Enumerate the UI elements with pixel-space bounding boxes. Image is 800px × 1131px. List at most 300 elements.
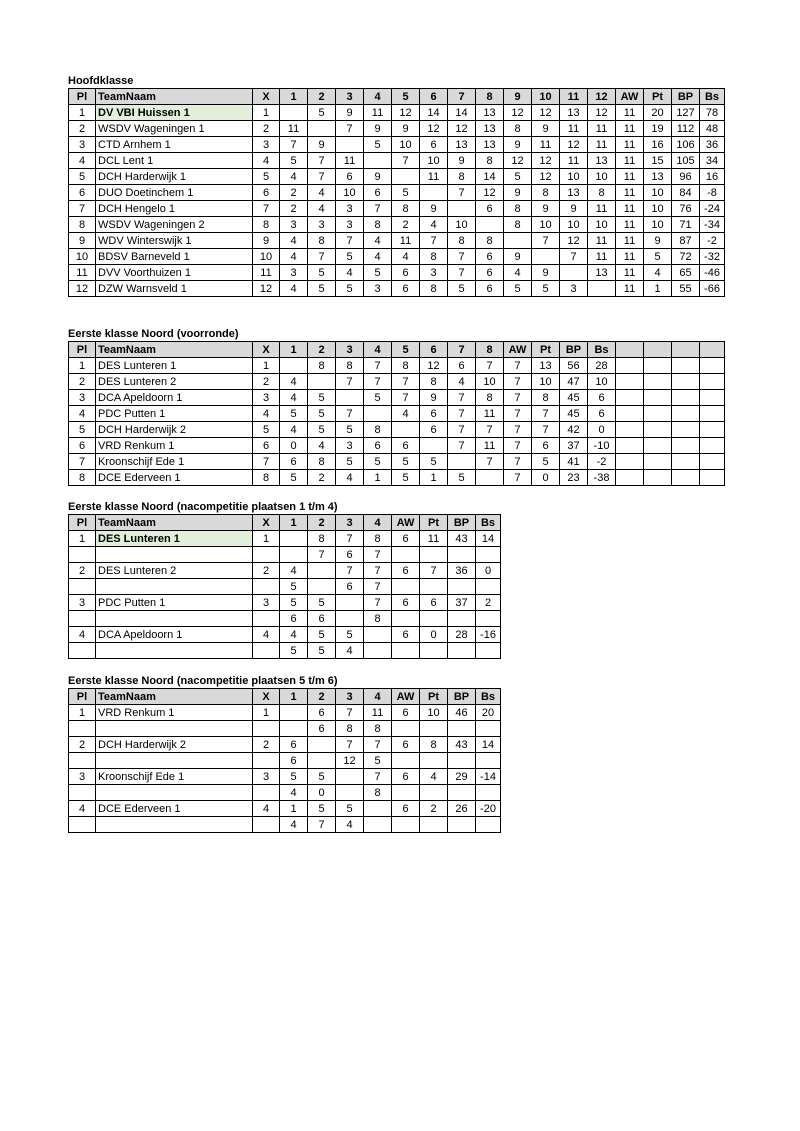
table-cell: 6 (280, 737, 308, 753)
table-cell: 6 (392, 438, 420, 454)
table-cell: 45 (560, 406, 588, 422)
table-cell (448, 579, 476, 595)
table-cell: 4 (69, 406, 96, 422)
column-header: 3 (336, 342, 364, 358)
table-cell (336, 611, 364, 627)
table-cell: 11 (280, 121, 308, 137)
table-cell (253, 643, 280, 659)
table-cell: 2 (69, 121, 96, 137)
table-cell: 5 (308, 769, 336, 785)
table-cell: 14 (476, 531, 501, 547)
team-name-cell (96, 579, 253, 595)
table-cell (616, 470, 644, 486)
table-cell: 10 (336, 185, 364, 201)
table-cell (672, 358, 700, 374)
table-cell (420, 753, 448, 769)
table-cell (644, 358, 672, 374)
table-cell (392, 422, 420, 438)
table-cell: 12 (560, 137, 588, 153)
table-cell: 7 (504, 470, 532, 486)
table-cell: 5 (392, 470, 420, 486)
table-cell (476, 470, 504, 486)
table-cell: 7 (336, 531, 364, 547)
table-cell: 11 (588, 233, 616, 249)
table-cell: 0 (420, 627, 448, 643)
table-cell: 7 (504, 358, 532, 374)
table-cell: 4 (253, 627, 280, 643)
table-row (69, 153, 725, 169)
table-row (69, 201, 725, 217)
table-cell: 4 (280, 281, 308, 297)
team-name-cell: DCA Apeldoorn 1 (96, 627, 253, 643)
table-cell (476, 753, 501, 769)
table-cell: 10 (560, 169, 588, 185)
table-cell: 10 (644, 185, 672, 201)
table-cell: 7 (392, 374, 420, 390)
table-cell: 96 (672, 169, 700, 185)
table-cell: 6 (392, 769, 420, 785)
table-cell: -2 (588, 454, 616, 470)
column-header: TeamNaam (96, 515, 253, 531)
table-cell: 5 (504, 169, 532, 185)
table-cell: 11 (420, 169, 448, 185)
table-cell (476, 611, 501, 627)
column-header: Pt (420, 689, 448, 705)
column-header: Pl (69, 89, 96, 105)
table-cell: 4 (448, 374, 476, 390)
table-cell: 87 (672, 233, 700, 249)
table-cell: 13 (532, 358, 560, 374)
table-cell: 7 (560, 249, 588, 265)
table-cell: 4 (280, 785, 308, 801)
table-cell: -34 (700, 217, 725, 233)
table-cell: 5 (253, 422, 280, 438)
table-cell (308, 563, 336, 579)
table-row (69, 470, 725, 486)
table-cell (588, 281, 616, 297)
table-cell (253, 611, 280, 627)
table-cell (532, 249, 560, 265)
table-cell: 3 (364, 281, 392, 297)
table-cell (308, 374, 336, 390)
table-cell: 9 (560, 201, 588, 217)
table-cell: 29 (448, 769, 476, 785)
team-name-cell: DCE Ederveen 1 (96, 470, 253, 486)
section-title: Eerste klasse Noord (nacompetitie plaatsen 5 t/m 6) (68, 675, 338, 687)
table-cell: 7 (504, 454, 532, 470)
table-cell: 48 (700, 121, 725, 137)
table-cell: 8 (364, 217, 392, 233)
table-cell: 4 (308, 185, 336, 201)
table-cell: 16 (700, 169, 725, 185)
table-row (69, 643, 501, 659)
table-cell: 7 (280, 137, 308, 153)
table-cell: 1 (253, 105, 280, 121)
table-cell: 2 (253, 563, 280, 579)
table-cell: 3 (308, 217, 336, 233)
table-cell (280, 721, 308, 737)
table-cell: 6 (336, 579, 364, 595)
table-cell: 4 (364, 233, 392, 249)
table-cell (392, 785, 420, 801)
table-cell: 5 (308, 105, 336, 121)
table-cell: 5 (364, 265, 392, 281)
table-cell: 127 (672, 105, 700, 121)
table-cell: 5 (69, 422, 96, 438)
table-cell: 5 (644, 249, 672, 265)
table-row (69, 547, 501, 563)
table-row (69, 737, 501, 753)
table-row (69, 721, 501, 737)
table-cell: 12 (504, 153, 532, 169)
table-cell: 4 (280, 563, 308, 579)
table-cell (448, 547, 476, 563)
table-cell: 5 (280, 595, 308, 611)
table-cell: 12 (532, 153, 560, 169)
table-cell: 4 (69, 627, 96, 643)
table-cell: 8 (504, 217, 532, 233)
table-cell (392, 753, 420, 769)
team-name-cell: BDSV Barneveld 1 (96, 249, 253, 265)
table-cell: 9 (532, 265, 560, 281)
table-row (69, 801, 501, 817)
table-cell: 3 (69, 769, 96, 785)
table-cell (700, 374, 725, 390)
table-row (69, 454, 725, 470)
table-cell: 7 (364, 547, 392, 563)
table-cell: 26 (448, 801, 476, 817)
table-cell (420, 611, 448, 627)
table-cell: 7 (364, 579, 392, 595)
table-cell (700, 390, 725, 406)
table-cell: 11 (616, 185, 644, 201)
section-eerste-voorronde (68, 327, 725, 486)
table-cell: 7 (308, 169, 336, 185)
table-cell (69, 611, 96, 627)
table-cell: 5 (504, 281, 532, 297)
table-cell: 3 (69, 595, 96, 611)
table-cell: 10 (560, 217, 588, 233)
table-cell: 0 (280, 438, 308, 454)
team-name-cell: DES Lunteren 2 (96, 374, 253, 390)
table-cell: 11 (532, 137, 560, 153)
table-cell (448, 611, 476, 627)
table-cell (616, 422, 644, 438)
column-header: 6 (420, 89, 448, 105)
table-cell: 6 (392, 705, 420, 721)
section-title: Eerste klasse Noord (nacompetitie plaatsen 1 t/m 4) (68, 501, 338, 513)
column-header: 12 (588, 89, 616, 105)
table-row (69, 753, 501, 769)
table-cell: 84 (672, 185, 700, 201)
table-cell: 12 (504, 105, 532, 121)
standings-table (68, 341, 725, 486)
table-cell: 9 (364, 121, 392, 137)
table-cell: 7 (336, 233, 364, 249)
table-cell: 7 (504, 438, 532, 454)
table-row (69, 249, 725, 265)
table-row (69, 785, 501, 801)
table-cell: 4 (280, 233, 308, 249)
table-cell: -32 (700, 249, 725, 265)
table-cell: 15 (644, 153, 672, 169)
table-cell: 19 (644, 121, 672, 137)
table-cell: 5 (280, 769, 308, 785)
table-cell: 23 (560, 470, 588, 486)
table-cell: 3 (253, 595, 280, 611)
table-cell: 4 (364, 249, 392, 265)
table-cell: 9 (504, 137, 532, 153)
column-header: BP (672, 89, 700, 105)
team-name-cell: DCH Hengelo 1 (96, 201, 253, 217)
table-cell (69, 785, 96, 801)
table-cell (448, 753, 476, 769)
table-cell (476, 721, 501, 737)
table-row (69, 105, 725, 121)
table-cell: 8 (504, 121, 532, 137)
table-cell: 5 (336, 627, 364, 643)
table-cell: 1 (69, 358, 96, 374)
table-cell (280, 705, 308, 721)
table-cell: 7 (336, 374, 364, 390)
table-cell: 6 (476, 265, 504, 281)
table-cell: 3 (280, 217, 308, 233)
table-cell: 3 (336, 217, 364, 233)
team-name-cell: DES Lunteren 1 (96, 358, 253, 374)
table-cell: 10 (588, 169, 616, 185)
table-cell (476, 785, 501, 801)
table-cell: 1 (69, 705, 96, 721)
table-cell: 13 (476, 105, 504, 121)
table-cell: 5 (336, 249, 364, 265)
table-cell: 4 (336, 470, 364, 486)
table-cell: 8 (448, 169, 476, 185)
column-header: 8 (476, 342, 504, 358)
team-name-cell: DCL Lent 1 (96, 153, 253, 169)
table-cell: 12 (420, 358, 448, 374)
team-name-cell: DVV Voorthuizen 1 (96, 265, 253, 281)
team-name-cell: CTD Arnhem 1 (96, 137, 253, 153)
table-cell: 13 (588, 265, 616, 281)
column-header: Pl (69, 515, 96, 531)
table-cell: 7 (308, 249, 336, 265)
table-cell (69, 721, 96, 737)
table-cell: 13 (448, 137, 476, 153)
table-cell (69, 817, 96, 833)
column-header: TeamNaam (96, 342, 253, 358)
table-cell: 6 (280, 454, 308, 470)
table-cell: 8 (420, 737, 448, 753)
table-cell: 4 (280, 374, 308, 390)
table-cell (420, 817, 448, 833)
table-cell: 2 (69, 737, 96, 753)
table-cell (420, 721, 448, 737)
table-cell (616, 438, 644, 454)
table-header-row (69, 689, 501, 705)
table-cell: 7 (392, 390, 420, 406)
table-cell: 11 (616, 137, 644, 153)
table-cell: 10 (420, 153, 448, 169)
table-cell: 4 (308, 438, 336, 454)
column-header: 4 (364, 342, 392, 358)
table-cell: 7 (364, 737, 392, 753)
table-cell: 3 (69, 137, 96, 153)
table-cell (336, 390, 364, 406)
table-cell: 8 (532, 185, 560, 201)
table-cell: 6 (420, 137, 448, 153)
table-cell: 7 (476, 454, 504, 470)
table-cell (644, 438, 672, 454)
column-header: 6 (420, 342, 448, 358)
table-cell: 7 (308, 153, 336, 169)
table-cell: 37 (560, 438, 588, 454)
table-cell: 8 (588, 185, 616, 201)
table-cell (476, 547, 501, 563)
table-cell: 6 (69, 185, 96, 201)
standings-table (68, 514, 501, 659)
table-cell: 11 (616, 281, 644, 297)
team-name-cell: DZW Warnsveld 1 (96, 281, 253, 297)
table-cell: 7 (392, 153, 420, 169)
table-cell: 5 (336, 454, 364, 470)
table-cell: 5 (308, 281, 336, 297)
table-cell: 9 (504, 185, 532, 201)
table-cell: 2 (253, 121, 280, 137)
table-cell: 9 (308, 137, 336, 153)
column-header: X (253, 515, 280, 531)
table-cell: 2 (69, 563, 96, 579)
table-cell: 4 (392, 406, 420, 422)
table-cell: 5 (392, 185, 420, 201)
table-cell (672, 406, 700, 422)
team-name-cell (96, 611, 253, 627)
table-cell: 10 (392, 137, 420, 153)
table-cell: 6 (532, 438, 560, 454)
table-cell (672, 374, 700, 390)
table-cell (392, 611, 420, 627)
table-cell: 6 (392, 531, 420, 547)
table-cell: 4 (336, 265, 364, 281)
column-header: 1 (280, 515, 308, 531)
table-cell: 9 (392, 121, 420, 137)
column-header: Pt (420, 515, 448, 531)
table-header-row (69, 515, 501, 531)
table-cell: 12 (448, 121, 476, 137)
column-header: 4 (364, 515, 392, 531)
table-cell: 5 (308, 595, 336, 611)
table-cell (308, 753, 336, 769)
table-cell: 78 (700, 105, 725, 121)
table-cell (364, 817, 392, 833)
table-cell (336, 595, 364, 611)
table-cell: 56 (560, 358, 588, 374)
table-cell: 42 (560, 422, 588, 438)
table-cell: 7 (253, 454, 280, 470)
table-cell: 11 (392, 233, 420, 249)
table-cell: 1 (253, 705, 280, 721)
table-cell (700, 406, 725, 422)
column-header: 4 (364, 689, 392, 705)
table-cell: 3 (336, 438, 364, 454)
table-cell (336, 785, 364, 801)
table-cell: 4 (504, 265, 532, 281)
table-row (69, 705, 501, 721)
column-header: Bs (588, 342, 616, 358)
table-cell: 65 (672, 265, 700, 281)
team-name-cell (96, 753, 253, 769)
table-cell: 8 (448, 233, 476, 249)
table-cell: 8 (253, 217, 280, 233)
team-name-cell: PDC Putten 1 (96, 406, 253, 422)
table-cell (476, 217, 504, 233)
table-cell: 11 (616, 233, 644, 249)
table-cell (672, 470, 700, 486)
table-cell: 7 (476, 422, 504, 438)
table-cell: 0 (588, 422, 616, 438)
section-hoofdklasse (68, 74, 725, 297)
team-name-cell (96, 721, 253, 737)
table-cell: 8 (420, 249, 448, 265)
table-cell: 5 (308, 643, 336, 659)
table-cell (448, 785, 476, 801)
table-cell (644, 422, 672, 438)
table-cell: 5 (308, 422, 336, 438)
table-cell (280, 547, 308, 563)
table-cell: 14 (476, 169, 504, 185)
team-name-cell: Kroonschijf Ede 1 (96, 454, 253, 470)
table-cell: 13 (588, 153, 616, 169)
table-cell: 7 (532, 406, 560, 422)
table-cell: 20 (476, 705, 501, 721)
table-row (69, 281, 725, 297)
table-cell (308, 121, 336, 137)
table-row (69, 265, 725, 281)
table-cell: 11 (616, 169, 644, 185)
table-cell: 13 (476, 121, 504, 137)
team-name-cell: VRD Renkum 1 (96, 438, 253, 454)
table-cell: 6 (364, 185, 392, 201)
table-cell: 6 (308, 721, 336, 737)
table-cell: -24 (700, 201, 725, 217)
table-cell: 3 (69, 390, 96, 406)
table-cell: 8 (336, 358, 364, 374)
table-cell (253, 785, 280, 801)
table-cell: 7 (504, 374, 532, 390)
table-cell: 9 (448, 153, 476, 169)
table-row (69, 233, 725, 249)
table-cell (616, 454, 644, 470)
table-cell: 3 (253, 137, 280, 153)
table-cell: 8 (420, 281, 448, 297)
table-cell: 1 (644, 281, 672, 297)
table-cell (672, 390, 700, 406)
table-cell: -46 (700, 265, 725, 281)
table-cell: 36 (448, 563, 476, 579)
table-cell: 5 (336, 422, 364, 438)
column-header: 3 (336, 89, 364, 105)
column-header: 10 (532, 89, 560, 105)
column-header: 2 (308, 89, 336, 105)
table-cell: 28 (588, 358, 616, 374)
table-row (69, 563, 501, 579)
table-cell: 11 (588, 121, 616, 137)
column-header: 2 (308, 515, 336, 531)
table-cell: 4 (280, 817, 308, 833)
table-cell: 7 (448, 438, 476, 454)
table-cell: 7 (69, 454, 96, 470)
table-cell: 14 (420, 105, 448, 121)
table-cell: 12 (588, 105, 616, 121)
